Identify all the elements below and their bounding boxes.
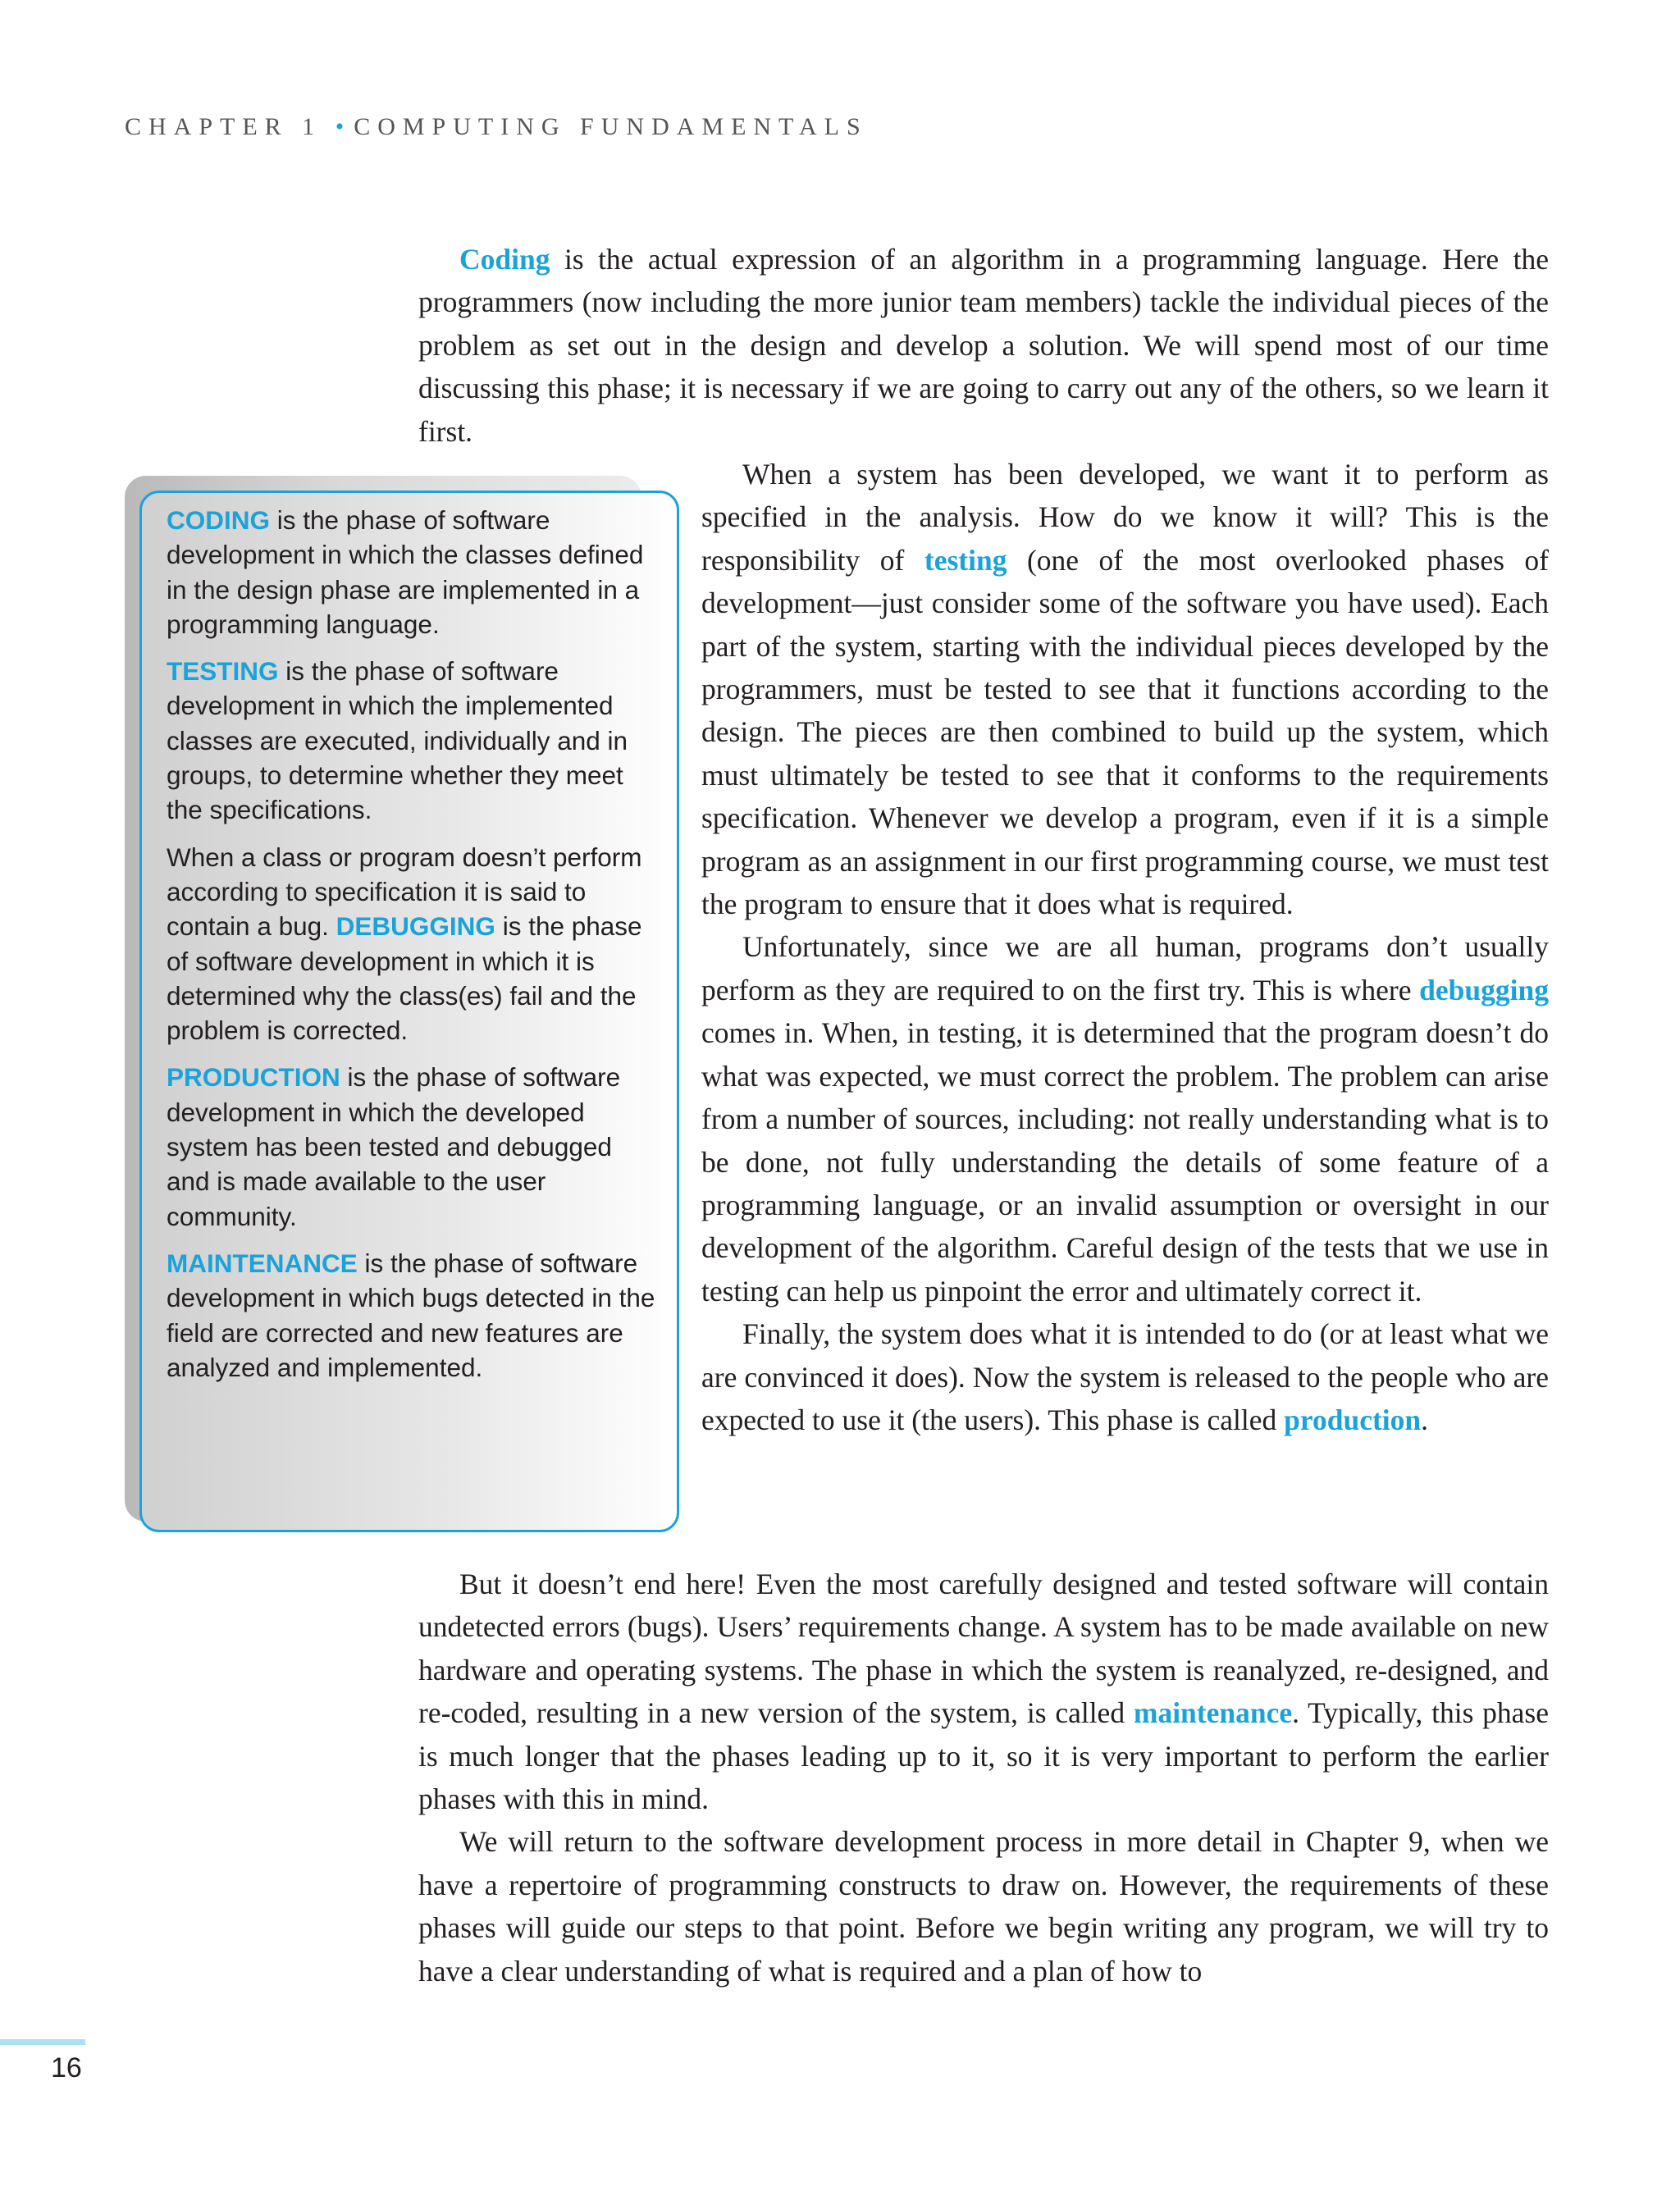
definition-debugging xyxy=(167,840,659,1048)
paragraph-testing xyxy=(701,453,1549,925)
paragraph-testing-intro: When a system has been developed, we want it to perform as specified in the analysis. How do we know it will? This is the responsibility of xyxy=(701,458,1549,577)
running-head xyxy=(125,113,868,141)
chapter-title: COMPUTING FUNDAMENTALS xyxy=(354,113,868,140)
definition-coding xyxy=(167,503,659,641)
paragraph-maintenance-intro: But it doesn’t end here! Even the most carefully designed and tested software will contain undetected errors (bugs). Users’ requirements change. A system has to be made available on new hardware and operating systems. The phase in which the system is reanalyzed, re-designed, and re-coded, resulting in a new version of the system, is called xyxy=(418,1568,1549,1730)
keyword-maintenance: maintenance xyxy=(1133,1696,1293,1730)
definition-maintenance-text: is the phase of software development in which bugs detected in the field are corrected and new features are analyzed and implemented. xyxy=(167,1248,655,1382)
page-number: 16 xyxy=(51,2052,82,2083)
header-bullet: • xyxy=(335,113,345,140)
definition-production-text: is the phase of software development in which the developed system has been tested and debugged and is made available to the user community. xyxy=(167,1062,621,1231)
body-column-top xyxy=(418,238,1549,453)
definition-coding-text: is the phase of software development in which the classes defined in the design phase are implemented in a programming language. xyxy=(167,505,644,639)
keyword-production: production xyxy=(1284,1403,1422,1436)
chapter-label: CHAPTER 1 xyxy=(125,113,322,140)
keyword-coding: Coding xyxy=(459,243,550,276)
paragraph-debugging-intro: Unfortunately, since we are all human, programs don’t usually perform as they are required to on the first try. This is where xyxy=(701,930,1549,1006)
term-coding: CODING xyxy=(167,505,270,535)
body-column-bottom xyxy=(418,1563,1549,1992)
paragraph-production-intro: Finally, the system does what it is intended to do (or at least what we are convinced it does). Now the system is released to the people who are expected to use it (the users). This phase is called xyxy=(701,1317,1549,1436)
paragraph-debugging xyxy=(701,925,1549,1312)
paragraph-maintenance xyxy=(418,1563,1549,1820)
page-number-rule xyxy=(0,2039,85,2045)
term-testing: TESTING xyxy=(167,656,279,687)
paragraph-coding xyxy=(418,238,1549,453)
definition-production xyxy=(167,1060,659,1233)
term-production: PRODUCTION xyxy=(167,1062,340,1093)
body-column-right xyxy=(701,453,1549,1441)
paragraph-production xyxy=(701,1312,1549,1441)
definition-maintenance xyxy=(167,1246,659,1385)
definition-debugging-intro: When a class or program doesn’t perform according to specification it is said to contain a bug. xyxy=(167,842,642,942)
term-debugging: DEBUGGING xyxy=(336,911,495,942)
definitions-sidebar xyxy=(139,491,679,1532)
paragraph-testing-text: (one of the most overlooked phases of development—just consider some of the software you have used). Each part of the system, starting with the individual pieces developed by the programmers, must be tested to see that it functions according to the design. The pieces are then combined to build up the system, which must ultimately be tested to see that it conforms to the requirements specification. Whenever we develop a program, even if it is a simple program as an assignment in our first programming course, we must test the program to ensure that it does what is required. xyxy=(701,543,1549,921)
definition-testing xyxy=(167,654,659,827)
paragraph-return: We will return to the software development process in more detail in Chapter 9, when we have a repertoire of programming constructs to draw on. However, the requirements of these phases will guide our steps to that point. Before we begin writing any program, we will try to have a clear understanding of what is required and a plan of how to xyxy=(418,1825,1549,1988)
term-maintenance: MAINTENANCE xyxy=(167,1248,358,1278)
definition-debugging-text: is the phase of software development in which it is determined why the class(es) fail and the problem is corrected. xyxy=(167,911,642,1046)
paragraph-production-end: . xyxy=(1421,1403,1429,1436)
paragraph-maintenance-text: . Typically, this phase is much longer that the phases leading up to it, so it is very important to perform the earlier phases with this in mind. xyxy=(418,1696,1549,1816)
paragraph-debugging-text: comes in. When, in testing, it is determined that the program doesn’t do what was expected, we must correct the problem. The problem can arise from a number of sources, including: not really understanding what is to be done, not fully understanding the details of some feature of a programming language, or an invalid assumption or oversight in our development of the algorithm. Careful design of the tests that we use in testing can help us pinpoint the error and ultimately correct it. xyxy=(701,1016,1549,1308)
keyword-debugging: debugging xyxy=(1419,973,1549,1006)
definition-testing-text: is the phase of software development in which the implemented classes are executed, individually and in groups, to determine whether they meet the specifications. xyxy=(167,656,628,825)
paragraph-coding-text: is the actual expression of an algorithm in a programming language. Here the programmers (now including the more junior team members) tackle the individual pieces of the problem as set out in the design and develop a solution. We will spend most of our time discussing this phase; it is necessary if we are going to carry out any of the others, so we learn it first. xyxy=(418,243,1549,448)
keyword-testing: testing xyxy=(924,543,1007,577)
